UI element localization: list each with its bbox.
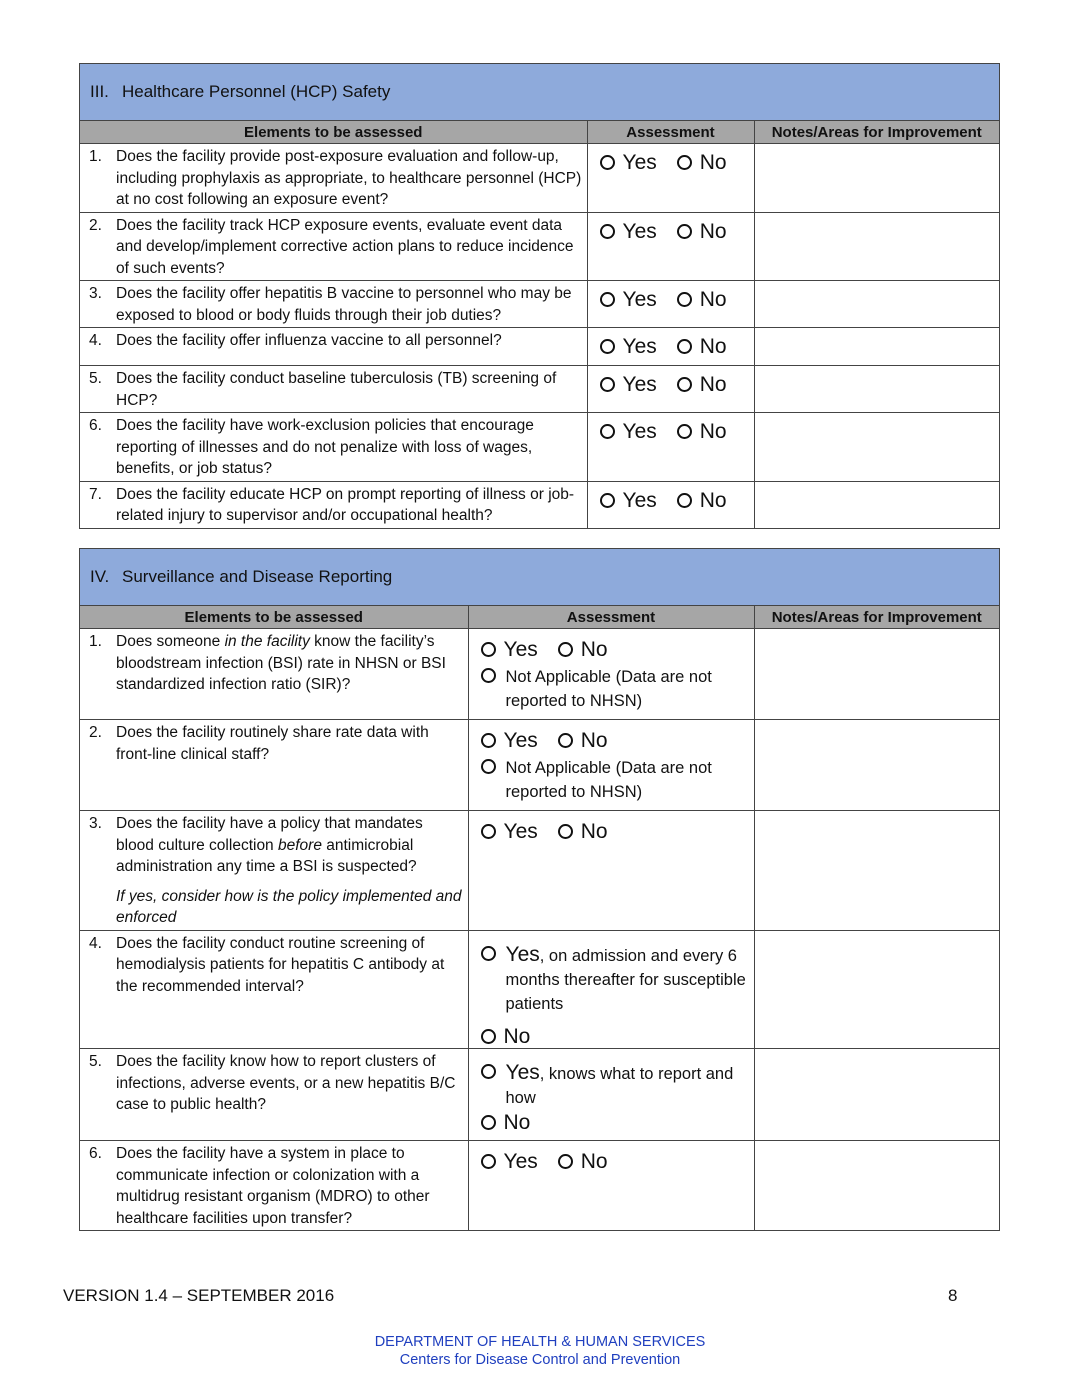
table-row [80,328,999,366]
radio-icon[interactable] [481,733,496,748]
yes-option[interactable] [481,821,538,843]
yes-label: Yes [505,942,540,966]
question-text: Does the facility have work-exclusion policies that encourage reporting of illnesses and do not penalize with loss of wages, benefits, or job status? [116,417,534,477]
radio-icon[interactable] [481,759,496,774]
question-text: Does the facility offer influenza vaccine to all personnel? [116,332,502,349]
no-label: No [580,1150,608,1173]
question-note: If yes, consider how is the policy implemented and enforced [116,887,462,926]
row-number: 5. [89,370,102,387]
yes-option[interactable] [600,336,657,358]
no-label: No [699,151,727,174]
no-label: No [699,373,727,396]
notes-cell[interactable] [754,413,999,482]
radio-icon[interactable] [600,224,615,239]
radio-icon[interactable] [600,424,615,439]
table-row [80,629,999,720]
radio-icon[interactable] [677,292,692,307]
yes-label: Yes [505,1061,540,1084]
no-label: No [699,288,727,311]
header-notes: Notes/Areas for Improvement [754,121,999,144]
radio-icon[interactable] [481,642,496,657]
question-text: Does the facility know how to report clusters of infections, adverse events, or a new hepatitis B/C case to public health? [116,1053,456,1113]
yes-label: Yes [622,373,657,396]
notes-cell[interactable] [754,720,999,811]
question-part: know the facility’s bloodstream infection (BSI) rate in NHSN or BSI standardized infection ratio (SIR)? [116,633,446,693]
not-applicable-label: Not Applicable (Data are not reported to NHSN) [505,667,712,710]
radio-icon[interactable] [600,339,615,354]
not-applicable-option[interactable] [473,661,750,713]
table-row [80,481,999,528]
no-label: No [699,420,727,443]
yes-label: Yes [503,638,538,661]
row-number: 2. [89,216,102,234]
no-option[interactable] [558,1151,608,1173]
not-applicable-option[interactable] [473,752,750,804]
no-option[interactable] [677,221,727,243]
no-label: No [580,638,608,661]
radio-icon[interactable] [481,1064,496,1079]
question-text: Does the facility offer hepatitis B vaccine to personnel who may be exposed to blood or body fluids through their job duties? [116,285,572,324]
radio-icon[interactable] [558,642,573,657]
header-assessment: Assessment [468,606,754,629]
question-text [116,813,464,929]
yes-label: Yes [622,288,657,311]
table-row [80,212,999,281]
radio-icon[interactable] [481,946,496,961]
radio-icon[interactable] [600,155,615,170]
yes-label: Yes [622,219,657,243]
assessment-table [80,121,999,528]
radio-icon[interactable] [481,824,496,839]
table-row [80,1049,999,1141]
radio-icon[interactable] [481,1029,496,1044]
table-row [80,720,999,811]
no-option[interactable] [677,374,727,396]
header-elements: Elements to be assessed [80,606,468,629]
table-row [80,413,999,482]
yes-option[interactable] [600,289,657,311]
no-label: No [580,820,608,843]
department-name: DEPARTMENT OF HEALTH & HUMAN SERVICES [374,1334,706,1350]
no-option[interactable] [677,152,727,174]
header-elements: Elements to be assessed [80,121,587,144]
question-text: Does the facility conduct baseline tuberculosis (TB) screening of HCP? [116,370,557,409]
yes-detail: , knows what to report and how [505,1065,734,1107]
no-label: No [699,335,727,358]
section-title-text: Healthcare Personnel (HCP) Safety [122,82,391,101]
yes-label: Yes [503,729,538,752]
yes-option[interactable] [473,933,750,1016]
no-option[interactable] [677,421,727,443]
radio-icon[interactable] [677,339,692,354]
section-hcp-safety [79,63,1000,529]
yes-label: Yes [622,151,657,174]
no-label: No [503,1024,531,1048]
yes-detail: , on admission and every 6 months thereafter for susceptible patients [505,946,746,1013]
section-title-text: Surveillance and Disease Reporting [122,567,393,586]
notes-cell[interactable] [754,328,999,366]
header-assessment: Assessment [587,121,754,144]
row-number: 3. [89,815,102,832]
question-emphasis: in the facility [224,633,310,650]
row-number: 6. [89,1145,102,1162]
notes-cell[interactable] [754,366,999,413]
question-text: Does the facility track HCP exposure events, evaluate event data and develop/implement corrective action plans to reduce incidence of such events? [116,216,574,277]
row-number: 3. [89,285,102,302]
yes-option[interactable] [600,421,657,443]
question-text: Does the facility conduct routine screening of hemodialysis patients for hepatitis C antibody at the recommended interval? [116,934,445,995]
table-row [80,144,999,213]
question-emphasis: before [278,836,322,854]
yes-label: Yes [503,1150,538,1173]
radio-icon[interactable] [558,733,573,748]
yes-label: Yes [622,335,657,358]
radio-icon[interactable] [481,668,496,683]
table-row [80,811,999,931]
no-label: No [699,219,727,243]
yes-option[interactable] [600,374,657,396]
radio-icon[interactable] [600,377,615,392]
row-number: 4. [89,332,102,349]
no-label: No [580,729,608,752]
radio-icon[interactable] [558,1154,573,1169]
row-number: 5. [89,1053,102,1070]
no-option[interactable] [481,1112,531,1134]
radio-icon[interactable] [600,493,615,508]
radio-icon[interactable] [677,377,692,392]
version-label: VERSION 1.4 – SEPTEMBER 2016 [63,1286,335,1305]
question-part: antimicrobial administration any time a BSI is suspected? [116,836,417,875]
no-option[interactable] [558,821,608,843]
notes-cell[interactable] [754,144,999,213]
row-number: 1. [89,148,102,165]
assessment-table [80,606,999,1230]
notes-cell[interactable] [754,811,999,931]
section-surveillance [79,548,1000,1231]
table-row [80,930,999,1049]
table-row [80,366,999,413]
no-label: No [699,488,727,512]
notes-cell[interactable] [754,930,999,1049]
question-text: Does the facility provide post-exposure evaluation and follow-up, including prophylaxis as appropriate, to healthcare personnel (HCP) at no cost following an exposure event? [116,148,582,208]
row-number: 4. [89,934,102,952]
question-text: Does the facility routinely share rate data with front-line clinical staff? [116,724,429,763]
no-option[interactable] [677,490,727,512]
agency-name: Centers for Disease Control and Prevention [399,1352,681,1368]
yes-option[interactable] [473,1051,750,1110]
table-row [80,1141,999,1231]
page-number: 8 [948,1286,958,1305]
yes-option[interactable] [600,221,657,243]
row-number: 6. [89,417,102,434]
no-option[interactable] [677,336,727,358]
radio-icon[interactable] [481,1115,496,1130]
section-number: IV. [90,567,110,586]
yes-label: Yes [622,420,657,443]
no-label: No [503,1111,531,1134]
section-number: III. [90,82,109,101]
notes-cell[interactable] [754,212,999,281]
question-part: Does the facility have a policy that mandates blood culture collection [116,815,423,854]
no-option[interactable] [558,639,608,661]
radio-icon[interactable] [481,1154,496,1169]
row-number: 2. [89,724,102,741]
yes-option[interactable] [600,490,657,512]
section-title [80,549,999,606]
radio-icon[interactable] [677,424,692,439]
notes-cell[interactable] [754,629,999,720]
yes-label: Yes [622,488,657,512]
not-applicable-label: Not Applicable (Data are not reported to NHSN) [505,758,712,801]
section-title [80,64,999,121]
notes-cell[interactable] [754,281,999,328]
yes-option[interactable] [481,639,538,661]
row-number: 7. [89,485,102,503]
no-option[interactable] [558,730,608,752]
question-text: Does the facility educate HCP on prompt reporting of illness or job-related injury to supervisor and/or occupational health? [116,485,575,524]
yes-label: Yes [503,820,538,843]
yes-option[interactable] [481,1151,538,1173]
radio-icon[interactable] [677,155,692,170]
no-option[interactable] [677,289,727,311]
yes-option[interactable] [600,152,657,174]
table-row [80,281,999,328]
question-part: Does someone [116,633,225,650]
notes-cell[interactable] [754,1141,999,1231]
radio-icon[interactable] [558,824,573,839]
radio-icon[interactable] [600,292,615,307]
row-number: 1. [89,633,102,650]
notes-cell[interactable] [754,1049,999,1141]
radio-icon[interactable] [677,493,692,508]
no-option[interactable] [481,1026,531,1048]
question-text [116,631,464,696]
header-notes: Notes/Areas for Improvement [754,606,999,629]
yes-option[interactable] [481,730,538,752]
question-text: Does the facility have a system in place to communicate infection or colonization with a multidrug resistant organism (MDRO) to other healthcare facilities upon transfer? [116,1145,430,1227]
notes-cell[interactable] [754,481,999,528]
radio-icon[interactable] [677,224,692,239]
